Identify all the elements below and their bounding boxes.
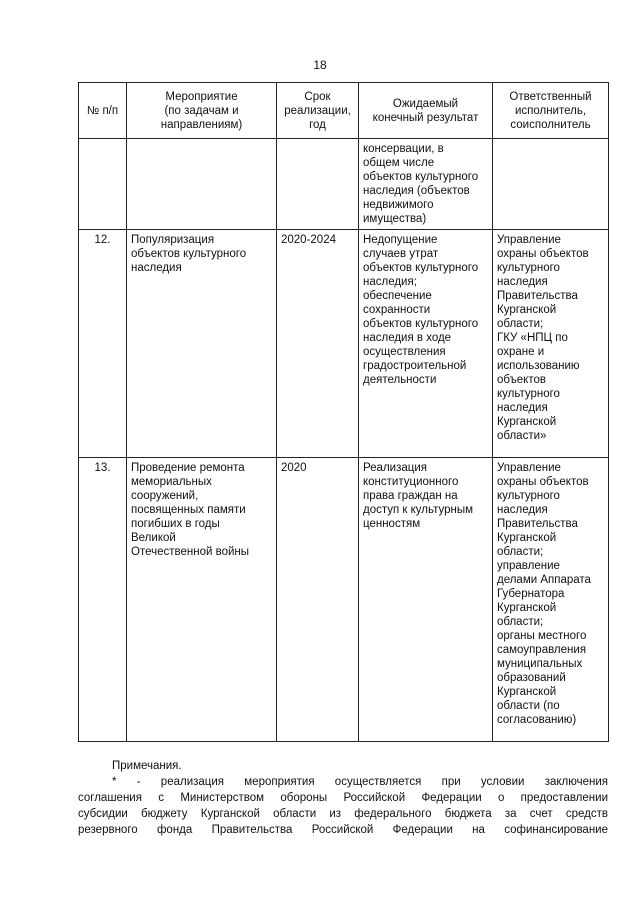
result-cell	[359, 458, 493, 742]
result-cell-line: права граждан на	[363, 490, 458, 502]
executor-cell-line: культурного	[497, 490, 560, 502]
executor-cell-line: охране и	[497, 346, 545, 358]
result-cell-line: сохранности	[363, 304, 431, 316]
header-line: (по задачам и	[164, 104, 239, 117]
executor-cell-line: Курганской	[497, 532, 557, 544]
result-cell-line: доступ к культурным	[363, 504, 474, 516]
result-cell-line: недвижимого	[363, 199, 434, 211]
result-cell-line: Недопущение	[363, 234, 438, 246]
table-row	[79, 230, 609, 458]
header-line: конечный результат	[372, 111, 479, 124]
result-cell-line: консервации, в	[363, 143, 444, 155]
table-header-row	[79, 83, 609, 139]
activity-cell-line: Отечественной войны	[131, 546, 250, 558]
executor-cell-line: охраны объектов	[497, 248, 589, 260]
executor-cell-line: Курганской	[497, 416, 557, 428]
result-cell-line: ценностям	[363, 518, 421, 530]
executor-cell-line: культурного	[497, 388, 560, 400]
notes-section	[78, 758, 608, 838]
executor-cell	[493, 139, 609, 230]
result-cell-line: наследия в ходе	[363, 332, 452, 344]
activity-cell	[127, 458, 277, 742]
notes-line: * - реализация мероприятия осуществляется при условии заключения	[112, 776, 608, 788]
result-cell	[359, 139, 493, 230]
executor-cell-line: культурного	[497, 262, 560, 274]
executor-cell-line: наследия	[497, 402, 548, 414]
executor-cell-line: управление	[497, 560, 560, 572]
notes-line: соглашения с Министерством обороны Российской Федерации о предоставлении	[78, 792, 608, 804]
header-line: Ожидаемый	[392, 97, 459, 110]
row-number	[79, 139, 127, 230]
executor-cell-line: Курганской	[497, 304, 557, 316]
executor-cell-line: делами Аппарата	[497, 574, 591, 586]
executor-cell-line: Управление	[497, 234, 561, 246]
executor-cell-line: Курганской	[497, 602, 557, 614]
notes-line: резервного фонда Правительства Российской Федерации на софинансирование	[78, 824, 608, 836]
result-cell-line: объектов культурного	[363, 171, 479, 183]
result-cell-line: осуществления	[363, 346, 446, 358]
page-number: 18	[313, 58, 327, 72]
notes-title: Примечания.	[112, 760, 182, 772]
executor-cell-line: области»	[497, 430, 547, 442]
result-cell-line: обеспечение	[363, 290, 432, 302]
executor-cell-line: органы местного	[497, 630, 587, 642]
activity-cell	[127, 230, 277, 458]
header-executor	[493, 83, 609, 139]
activities-table	[78, 82, 609, 742]
executor-cell-line: объектов	[497, 374, 546, 386]
activity-cell-line: объектов культурного	[131, 248, 247, 260]
result-cell-line: имущества)	[363, 213, 427, 225]
notes-line: субсидии бюджету Курганской области из федерального бюджета за счет средств	[78, 808, 608, 820]
result-cell-line: объектов культурного	[363, 262, 479, 274]
executor-cell-line: Курганской	[497, 686, 557, 698]
result-cell-line: наследия (объектов	[363, 185, 470, 197]
executor-cell-line: наследия	[497, 276, 548, 288]
executor-cell-line: Правительства	[497, 290, 578, 302]
executor-cell-line: области (по	[497, 700, 560, 712]
header-line: № п/п	[86, 104, 119, 117]
header-line: соисполнитель	[510, 118, 591, 131]
executor-cell-line: согласованию)	[497, 714, 577, 726]
result-cell-line: наследия;	[363, 276, 417, 288]
header-line: реализации,	[284, 104, 351, 117]
period-cell: 2020-2024	[277, 230, 359, 458]
table-row	[79, 458, 609, 742]
executor-cell-line: использованию	[497, 360, 580, 372]
row-number: 12.	[79, 230, 127, 458]
executor-cell-line: охраны объектов	[497, 476, 589, 488]
header-number	[79, 83, 127, 139]
header-result	[359, 83, 493, 139]
activity-cell-line: мемориальных	[131, 476, 212, 488]
executor-cell	[493, 230, 609, 458]
header-activity	[127, 83, 277, 139]
executor-cell-line: ГКУ «НПЦ по	[497, 332, 568, 344]
executor-cell	[493, 458, 609, 742]
result-cell-line: градостроительной	[363, 360, 467, 372]
result-cell	[359, 230, 493, 458]
executor-cell-line: самоуправления	[497, 644, 587, 656]
executor-cell-line: Правительства	[497, 518, 578, 530]
result-cell-line: объектов культурного	[363, 318, 479, 330]
header-line: Ответственный	[509, 90, 592, 103]
activity-cell-line: Проведение ремонта	[131, 462, 245, 474]
activity-cell-line: Великой	[131, 532, 176, 544]
activity-cell-line: Популяризация	[131, 234, 215, 246]
period-cell	[277, 139, 359, 230]
executor-cell-line: наследия	[497, 504, 548, 516]
header-period	[277, 83, 359, 139]
executor-cell-line: Управление	[497, 462, 561, 474]
row-number: 13.	[79, 458, 127, 742]
executor-cell-line: области;	[497, 616, 544, 628]
result-cell-line: Реализация	[363, 462, 427, 474]
result-cell-line: общем числе	[363, 157, 435, 169]
period-cell: 2020	[277, 458, 359, 742]
result-cell-line: деятельности	[363, 374, 437, 386]
executor-cell-line: Губернатора	[497, 588, 565, 600]
table-row	[79, 139, 609, 230]
activity-cell-line: сооружений,	[131, 490, 199, 502]
header-line: Срок	[304, 90, 331, 103]
header-line: исполнитель,	[514, 104, 587, 117]
header-line: направлениям)	[160, 118, 243, 131]
executor-cell-line: муниципальных	[497, 658, 583, 670]
header-line: Мероприятие	[165, 90, 238, 103]
activity-cell-line: посвященных памяти	[131, 504, 246, 516]
executor-cell-line: области;	[497, 318, 544, 330]
activity-cell	[127, 139, 277, 230]
activity-cell-line: наследия	[131, 262, 182, 274]
executor-cell-line: образований	[497, 672, 566, 684]
executor-cell-line: области;	[497, 546, 544, 558]
activity-cell-line: погибших в годы	[131, 518, 220, 530]
result-cell-line: конституционного	[363, 476, 459, 488]
result-cell-line: случаев утрат	[363, 248, 439, 260]
header-line: год	[309, 118, 326, 131]
